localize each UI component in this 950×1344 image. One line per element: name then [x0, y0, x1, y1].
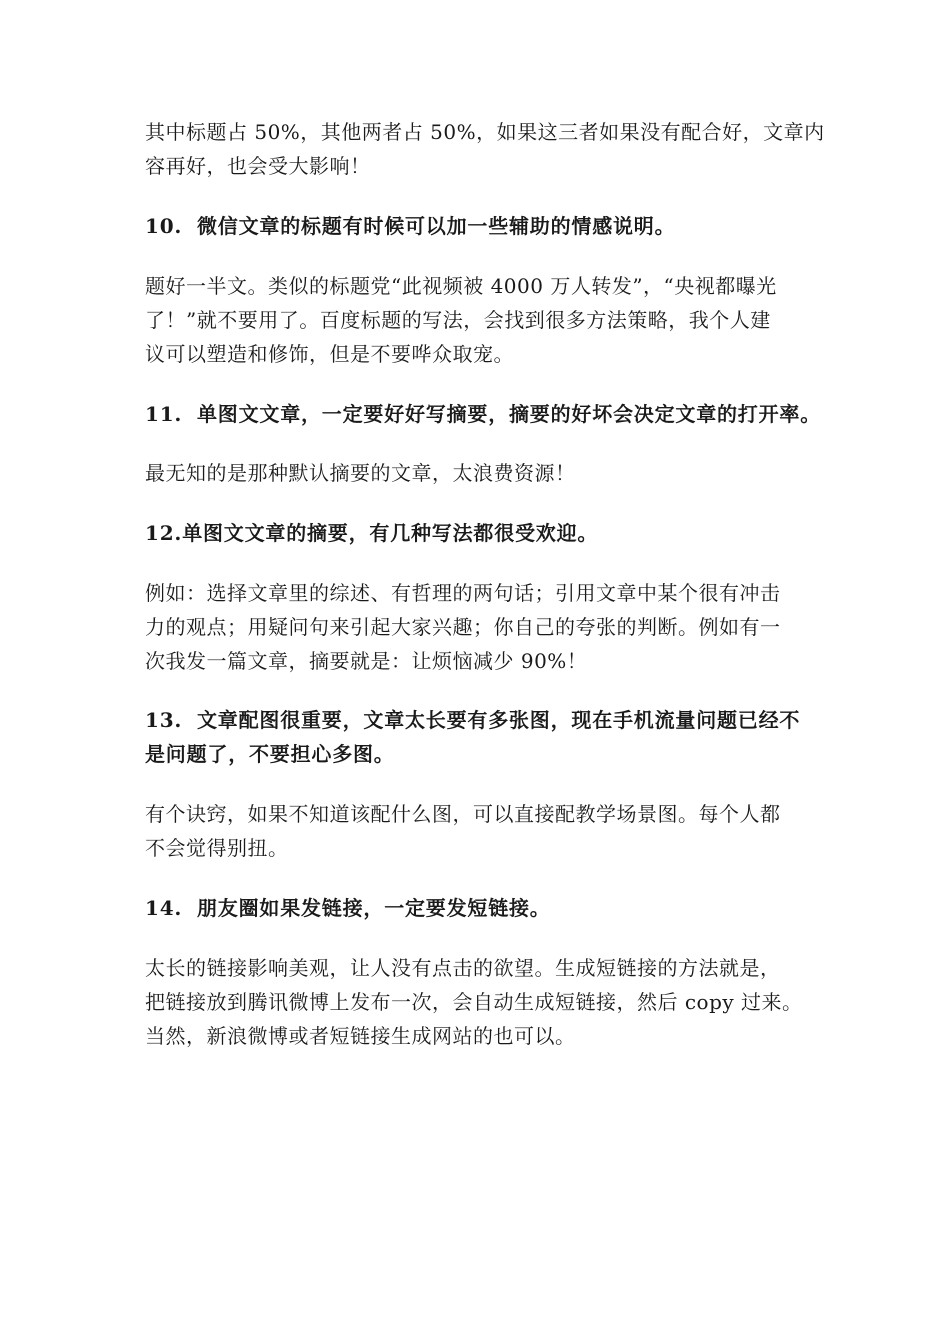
item-13-heading-cont: 是问题了，不要担心多图。	[145, 742, 395, 766]
item-13-heading	[145, 706, 800, 734]
item-heading-text: 单图文文章，一定要好好写摘要，摘要的好坏会决定文章的打开率。	[197, 402, 821, 426]
item-12-heading	[145, 519, 598, 547]
item-14-body-line: 把链接放到腾讯微博上发布一次，会自动生成短链接，然后 copy 过来。	[145, 990, 803, 1014]
item-12-body-line: 例如：选择文章里的综述、有哲理的两句话；引用文章中某个很有冲击	[145, 581, 781, 605]
item-12-body-line: 次我发一篇文章，摘要就是：让烦恼减少 90%！	[145, 649, 588, 673]
item-heading-text: 文章配图很重要，文章太长要有多张图，现在手机流量问题已经不	[197, 708, 801, 732]
item-number: 12.	[145, 521, 183, 545]
item-number: 11.	[145, 402, 183, 426]
item-number: 13.	[145, 708, 183, 732]
item-10-heading	[145, 212, 675, 240]
item-heading-text: 朋友圈如果发链接，一定要发短链接。	[197, 896, 551, 920]
item-number: 10.	[145, 214, 183, 238]
item-10-body-line: 题好一半文。类似的标题党“此视频被 4000 万人转发”，“央视都曝光	[145, 274, 777, 298]
item-13-body-line: 不会觉得别扭。	[145, 836, 289, 860]
item-12-body-line: 力的观点；用疑问句来引起大家兴趣；你自己的夸张的判断。例如有一	[145, 615, 781, 639]
item-14-heading	[145, 894, 551, 922]
item-10-body-line: 议可以塑造和修饰，但是不要哗众取宠。	[145, 342, 514, 366]
item-14-body-line: 当然，新浪微博或者短链接生成网站的也可以。	[145, 1024, 576, 1048]
item-11-body-line: 最无知的是那种默认摘要的文章，太浪费资源！	[145, 461, 576, 485]
item-11-heading	[145, 400, 821, 428]
item-heading-text: 微信文章的标题有时候可以加一些辅助的情感说明。	[197, 214, 676, 238]
item-heading-text: 单图文文章的摘要，有几种写法都很受欢迎。	[182, 521, 599, 545]
intro-line: 其中标题占 50%，其他两者占 50%，如果这三者如果没有配合好，文章内	[145, 120, 825, 144]
item-13-body-line: 有个诀窍，如果不知道该配什么图，可以直接配教学场景图。每个人都	[145, 802, 781, 826]
item-14-body-line: 太长的链接影响美观，让人没有点击的欲望。生成短链接的方法就是，	[145, 956, 781, 980]
item-10-body-line: 了！”就不要用了。百度标题的写法，会找到很多方法策略，我个人建	[145, 308, 771, 332]
item-number: 14.	[145, 896, 183, 920]
intro-line: 容再好，也会受大影响！	[145, 154, 371, 178]
